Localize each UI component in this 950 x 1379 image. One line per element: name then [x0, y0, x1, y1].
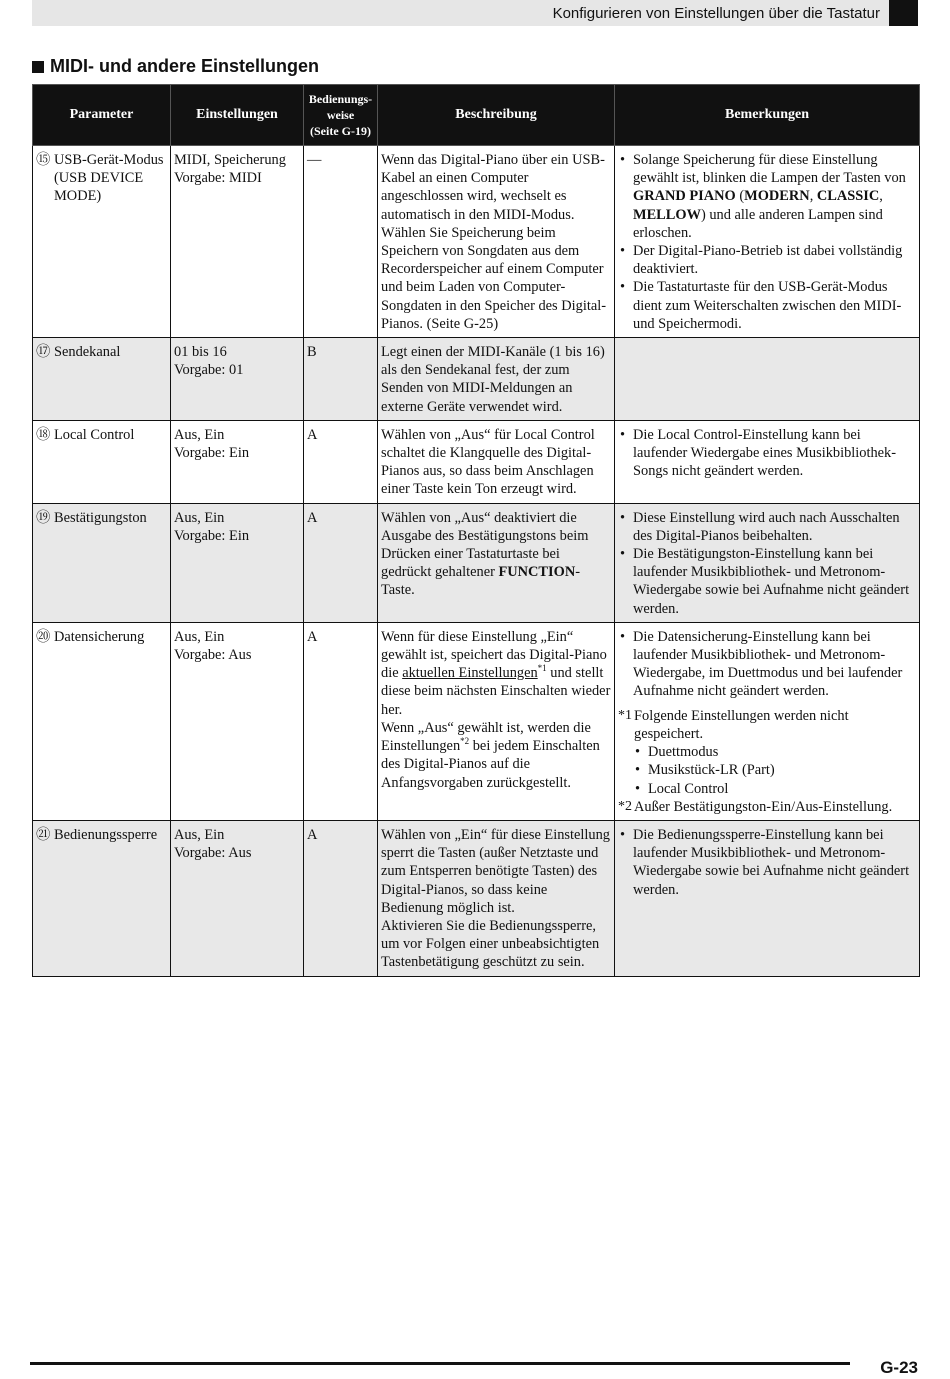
param-number: ⑰ [36, 344, 51, 361]
remark-item: • Diese Einstellung wird auch nach Ausschalten des Digital-Pianos beibehalten. [618, 509, 916, 545]
param-name: Bestätigungston [54, 509, 147, 526]
remark-item: • Der Digital-Piano-Betrieb ist dabei vollständig deaktiviert. [618, 242, 916, 278]
settings-default: Vorgabe: Aus [174, 647, 252, 664]
settings-default: Vorgabe: Aus [174, 845, 252, 862]
param-name: Local Control [54, 426, 135, 443]
footnote-item: • Duettmodus [618, 743, 916, 761]
remarks-list [618, 628, 916, 701]
operation-mode: A [304, 420, 378, 503]
current-settings-link-text: aktuellen Einstellungen [402, 665, 538, 682]
settings-options: Aus, Ein [174, 509, 225, 526]
settings-default: Vorgabe: Ein [174, 445, 250, 462]
description: Wenn das Digital-Piano über ein USB-Kabel an einen Computer angeschlossen wird, wechselt es automatisch in den MIDI-Modus. Wählen Sie Speicherung beim Speichern von Songdaten aus dem Recorderspeicher auf einem Computer und beim Laden von Computer-Songdaten in den Speicher des Digital-Pianos. (Seite G-25) [378, 146, 615, 338]
table-row [33, 820, 920, 976]
settings-default: Vorgabe: MIDI [174, 170, 262, 187]
description: Legt einen der MIDI-Kanäle (1 bis 16) als den Sendekanal fest, der zum Senden von MIDI-Meldungen an externe Geräte verwendet wird. [378, 338, 615, 421]
table-row [33, 146, 920, 338]
remarks-list [618, 826, 916, 899]
table-row [33, 338, 920, 421]
col-header-bedienungsweise-line2: weise [326, 108, 355, 122]
param-cell [36, 826, 167, 844]
param-cell [36, 628, 167, 646]
col-header-einstellungen: Einstellungen [171, 85, 304, 146]
settings-default: Vorgabe: 01 [174, 362, 244, 379]
param-number: ㉑ [36, 826, 51, 843]
col-header-bedienungsweise [304, 85, 378, 146]
param-number: ⑳ [36, 628, 51, 645]
settings-default: Vorgabe: Ein [174, 527, 250, 544]
description: Wählen von „Aus“ deaktiviert die Ausgabe des Bestätigungstons beim Drücken einer Tastaturtaste bei gedrückt gehaltener FUNCTION-Taste. [378, 503, 615, 622]
operation-mode: A [304, 622, 378, 820]
col-header-bemerkungen: Bemerkungen [615, 85, 920, 146]
page-header-marker [889, 0, 918, 26]
param-number: ⑲ [36, 509, 51, 526]
settings-options: Aus, Ein [174, 426, 225, 443]
col-header-parameter: Parameter [33, 85, 171, 146]
param-name: Bedienungssperre [54, 826, 158, 843]
col-header-beschreibung: Beschreibung [378, 85, 615, 146]
footnote-1: *1 Folgende Einstellungen werden nicht gespeichert. [618, 707, 849, 742]
param-cell [36, 426, 167, 444]
footnote-item: • Musikstück-LR (Part) [618, 761, 916, 779]
param-number: ⑱ [36, 426, 51, 443]
settings-options: Aus, Ein [174, 826, 225, 843]
param-number: ⑮ [36, 152, 51, 168]
operation-mode: — [304, 146, 378, 338]
description: Wählen von „Ein“ für diese Einstellung sperrt die Tasten (außer Netztaste und zum Entsperren benötigte Tasten) des Digital-Pianos, so dass keine Bedienung möglich ist. Aktivieren Sie die Bedienungssperre, um vor Folgen einer unbeabsichtigten Tastenbetätigung geschützt zu sein. [378, 820, 615, 976]
description: Wenn für diese Einstellung „Ein“ gewählt ist, speichert das Digital-Piano die aktuellen Einstellungen$^{*1}$ und stellt diese beim nächsten Einschalten wieder her. Wenn „Aus“ gewählt ist, werden die Einstellungen$^{*2}$ bei jedem Einschalten des Digital-Pianos auf die Anfangsvorgaben zurückgestellt. [378, 622, 615, 820]
param-name: USB-Gerät-Modus (USB DEVICE MODE) [54, 152, 164, 205]
remark-item: • Solange Speicherung für diese Einstellung gewählt ist, blinken die Lampen der Tasten von GRAND PIANO (MODERN, CLASSIC, MELLOW) und alle anderen Lampen sind erloschen. [618, 151, 916, 242]
page-header-title: Konfigurieren von Einstellungen über die Tastatur [552, 5, 880, 22]
remarks-list [618, 509, 916, 618]
col-header-bedienungsweise-line1: Bedienungs- [308, 92, 373, 106]
table-header-row [33, 85, 920, 146]
operation-mode: B [304, 338, 378, 421]
settings-options: MIDI, Speicherung [174, 152, 286, 168]
page-number: G-23 [880, 1358, 918, 1377]
settings-table [32, 84, 920, 977]
description: Wählen von „Aus“ für Local Control schaltet die Klangquelle des Digital-Pianos aus, so dass beim Anschlagen einer Taste kein Ton erzeugt wird. [378, 420, 615, 503]
param-cell [36, 151, 167, 206]
operation-mode: A [304, 820, 378, 976]
remark-item: • Die Datensicherung-Einstellung kann bei laufender Musikbibliothek- und Metronom-Wiedergabe, im Duettmodus und bei laufender Aufnahme nicht geändert werden. [618, 628, 916, 701]
operation-mode: A [304, 503, 378, 622]
table-row [33, 503, 920, 622]
col-header-bedienungsweise-line3: (Seite G-19) [310, 124, 371, 138]
section-title: MIDI- und andere Einstellungen [50, 56, 320, 76]
remark-item: • Die Bestätigungston-Einstellung kann bei laufender Musikbibliothek- und Metronom-Wiedergabe sowie bei Aufnahme nicht geändert werden. [618, 545, 916, 618]
table-row [33, 622, 920, 820]
page-header-bar [32, 0, 918, 26]
remark-item: • Die Local Control-Einstellung kann bei laufender Wiedergabe eines Musikbibliothek-Songs nicht geändert werden. [618, 426, 916, 481]
param-name: Sendekanal [54, 344, 121, 361]
param-name: Datensicherung [54, 628, 145, 645]
remarks-empty [615, 338, 920, 421]
settings-options: Aus, Ein [174, 628, 225, 645]
footnote-item: • Local Control [618, 780, 916, 798]
footnote-1-list [618, 743, 916, 798]
settings-options: 01 bis 16 [174, 344, 227, 361]
param-cell [36, 343, 167, 361]
footnote-2: *2 Außer Bestätigungston-Ein/Aus-Einstellung. [618, 798, 893, 815]
param-cell [36, 509, 167, 527]
remark-item: • Die Tastaturtaste für den USB-Gerät-Modus dient zum Weiterschalten zwischen den MIDI- und Speichermodi. [618, 278, 916, 333]
section-heading [32, 56, 319, 77]
table-row [33, 420, 920, 503]
footer-rule [30, 1362, 850, 1365]
remark-item: • Die Bedienungssperre-Einstellung kann bei laufender Musikbibliothek- und Metronom-Wiedergabe sowie bei Aufnahme nicht geändert werden. [618, 826, 916, 899]
remarks-list [618, 151, 916, 333]
remarks-list [618, 426, 916, 481]
square-bullet-icon [32, 61, 44, 73]
